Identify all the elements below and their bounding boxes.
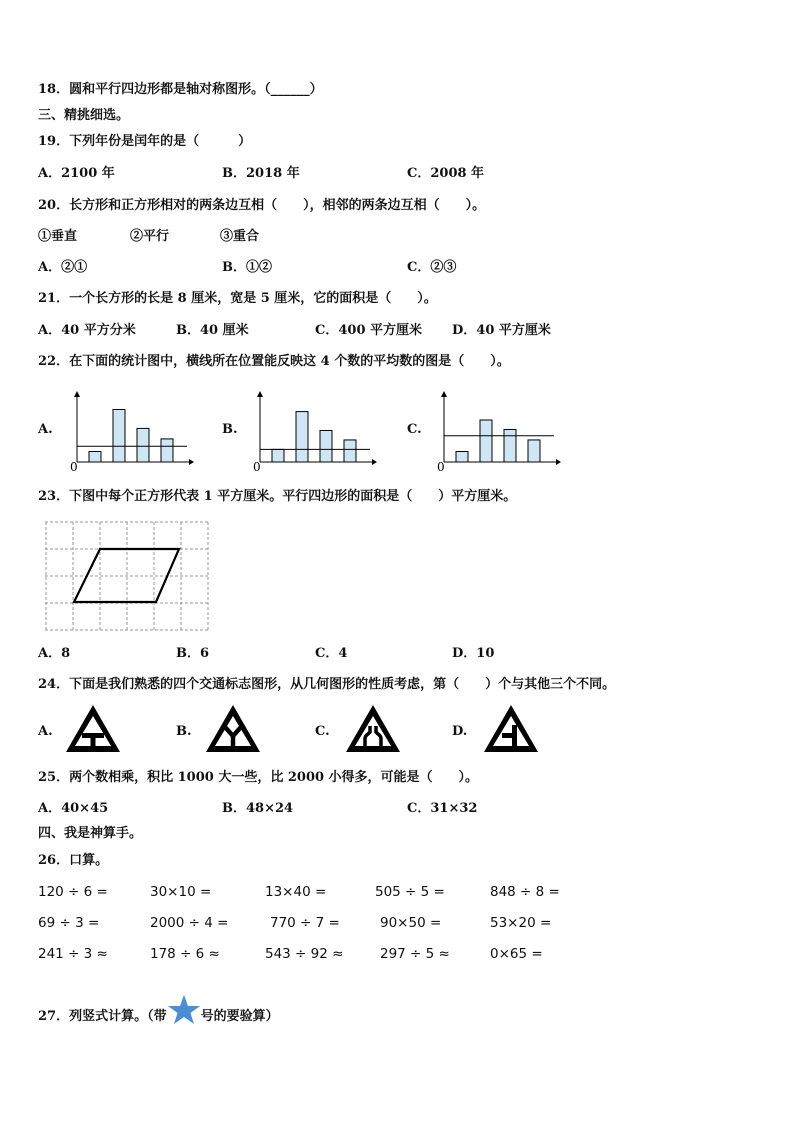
- calc-item-r3-c4: 297 ÷ 5 ≈: [380, 946, 450, 962]
- q24-label-a[interactable]: A.: [38, 724, 53, 739]
- q21-option-a[interactable]: A．40 平方分米: [38, 323, 136, 338]
- x-axis-arrow: [189, 459, 194, 465]
- q20-choice-2: ②平行: [130, 229, 170, 244]
- calc-item-r2-c2: 2000 ÷ 4 =: [150, 915, 229, 931]
- q21-option-d[interactable]: D．40 平方厘米: [452, 323, 551, 338]
- road-narrows-sign-icon[interactable]: [344, 703, 402, 754]
- section-4-title: 四、我是神算手。: [38, 826, 143, 841]
- q24-label-d[interactable]: D.: [452, 724, 468, 739]
- bar-4: [161, 439, 173, 462]
- calc-item-r2-c1: 69 ÷ 3 =: [38, 915, 100, 931]
- side-road-sign-icon[interactable]: [482, 703, 540, 754]
- bar-4: [344, 440, 356, 462]
- x-axis-arrow: [556, 459, 561, 465]
- bar-2: [296, 412, 308, 462]
- q25-option-b[interactable]: B．48×24: [222, 801, 294, 816]
- y-junction-sign-icon[interactable]: [204, 703, 262, 754]
- bar-3: [137, 428, 149, 462]
- q21-option-c[interactable]: C．400 平方厘米: [315, 323, 423, 338]
- q23-option-c[interactable]: C．4: [315, 646, 348, 661]
- section-3-title: 三、精挑细选。: [38, 108, 130, 123]
- question-25: 25．两个数相乘，积比 1000 大一些，比 2000 小得多，可能是（ ）。: [38, 770, 479, 785]
- q19-option-b[interactable]: B．2018 年: [222, 166, 300, 181]
- q22-bar-chart-a: [65, 390, 195, 474]
- origin-zero: 0: [70, 460, 78, 474]
- q22-bar-chart-c: [432, 390, 562, 474]
- origin-zero: 0: [253, 460, 261, 474]
- q23-option-d[interactable]: D．10: [452, 646, 495, 661]
- y-axis-arrow: [74, 391, 80, 397]
- q22-label-b[interactable]: B.: [222, 422, 238, 437]
- question-20: 20．长方形和正方形相对的两条边互相（ ），相邻的两条边互相（ ）。: [38, 198, 486, 213]
- q22-label-c[interactable]: C.: [407, 422, 422, 437]
- calc-item-r1-c3: 13×40 =: [265, 884, 327, 900]
- q23-option-b[interactable]: B．6: [176, 646, 210, 661]
- t-junction-sign-icon[interactable]: [64, 703, 122, 754]
- y-axis-arrow: [441, 391, 447, 397]
- question-22: 22．在下面的统计图中，横线所在位置能反映这 4 个数的平均数的图是（ ）。: [38, 354, 510, 369]
- calc-item-r3-c2: 178 ÷ 6 ≈: [150, 946, 220, 962]
- calc-item-r3-c1: 241 ÷ 3 ≈: [38, 946, 108, 962]
- q21-option-b[interactable]: B．40 厘米: [176, 323, 249, 338]
- q20-choice-3: ③重合: [220, 229, 260, 244]
- calc-item-r3-c3: 543 ÷ 92 ≈: [265, 946, 344, 962]
- question-24: 24．下面是我们熟悉的四个交通标志图形，从几何图形的性质考虑，第（ ）个与其他三个不同。: [38, 677, 616, 692]
- q20-option-a[interactable]: A．②①: [38, 260, 88, 275]
- calc-item-r2-c3: 770 ÷ 7 =: [270, 915, 340, 931]
- calc-item-r2-c5: 53×20 =: [490, 915, 552, 931]
- x-axis-arrow: [372, 459, 377, 465]
- q27-text-after: 号的要验算）: [200, 1009, 279, 1024]
- q20-option-c[interactable]: C．②③: [407, 260, 457, 275]
- question-19: 19．下列年份是闰年的是（ ）: [38, 134, 252, 149]
- bar-3: [504, 429, 516, 462]
- y-axis-arrow: [257, 391, 263, 397]
- question-21: 21．一个长方形的长是 8 厘米，宽是 5 厘米，它的面积是（ ）。: [38, 291, 437, 306]
- question-18: 18．圆和平行四边形都是轴对称图形。（______）: [38, 82, 323, 97]
- bar-4: [528, 440, 540, 462]
- bar-1: [272, 449, 284, 462]
- q24-label-b[interactable]: B.: [176, 724, 192, 739]
- q20-option-b[interactable]: B．①②: [222, 260, 272, 275]
- q19-option-a[interactable]: A．2100 年: [38, 166, 115, 181]
- q27-text-before: 27．列竖式计算。（带: [38, 1009, 167, 1024]
- q22-bar-chart-b: [248, 390, 378, 474]
- q22-label-a[interactable]: A.: [38, 422, 53, 437]
- q23-grid-parallelogram: [45, 522, 210, 632]
- star-icon: [167, 1004, 201, 1020]
- bar-2: [480, 420, 492, 462]
- question-23: 23．下图中每个正方形代表 1 平方厘米。平行四边形的面积是（ ）平方厘米。: [38, 489, 517, 504]
- q19-option-c[interactable]: C．2008 年: [407, 166, 485, 181]
- bar-3: [320, 431, 332, 463]
- q20-choice-1: ①垂直: [38, 229, 78, 244]
- q25-option-c[interactable]: C．31×32: [407, 801, 478, 816]
- bar-2: [113, 410, 125, 463]
- question-26: 26．口算。: [38, 853, 109, 868]
- q24-label-c[interactable]: C.: [315, 724, 330, 739]
- calc-item-r1-c1: 120 ÷ 6 =: [38, 884, 108, 900]
- calc-item-r2-c4: 90×50 =: [380, 915, 442, 931]
- origin-zero: 0: [437, 460, 445, 474]
- calc-item-r3-c5: 0×65 =: [490, 946, 543, 962]
- q23-option-a[interactable]: A．8: [38, 646, 71, 661]
- calc-item-r1-c2: 30×10 =: [150, 884, 212, 900]
- calc-item-r1-c5: 848 ÷ 8 =: [490, 884, 560, 900]
- bar-1: [456, 452, 468, 463]
- q25-option-a[interactable]: A．40×45: [38, 801, 109, 816]
- bar-1: [89, 452, 101, 463]
- calc-item-r1-c4: 505 ÷ 5 =: [375, 884, 445, 900]
- question-27: [38, 1004, 279, 1025]
